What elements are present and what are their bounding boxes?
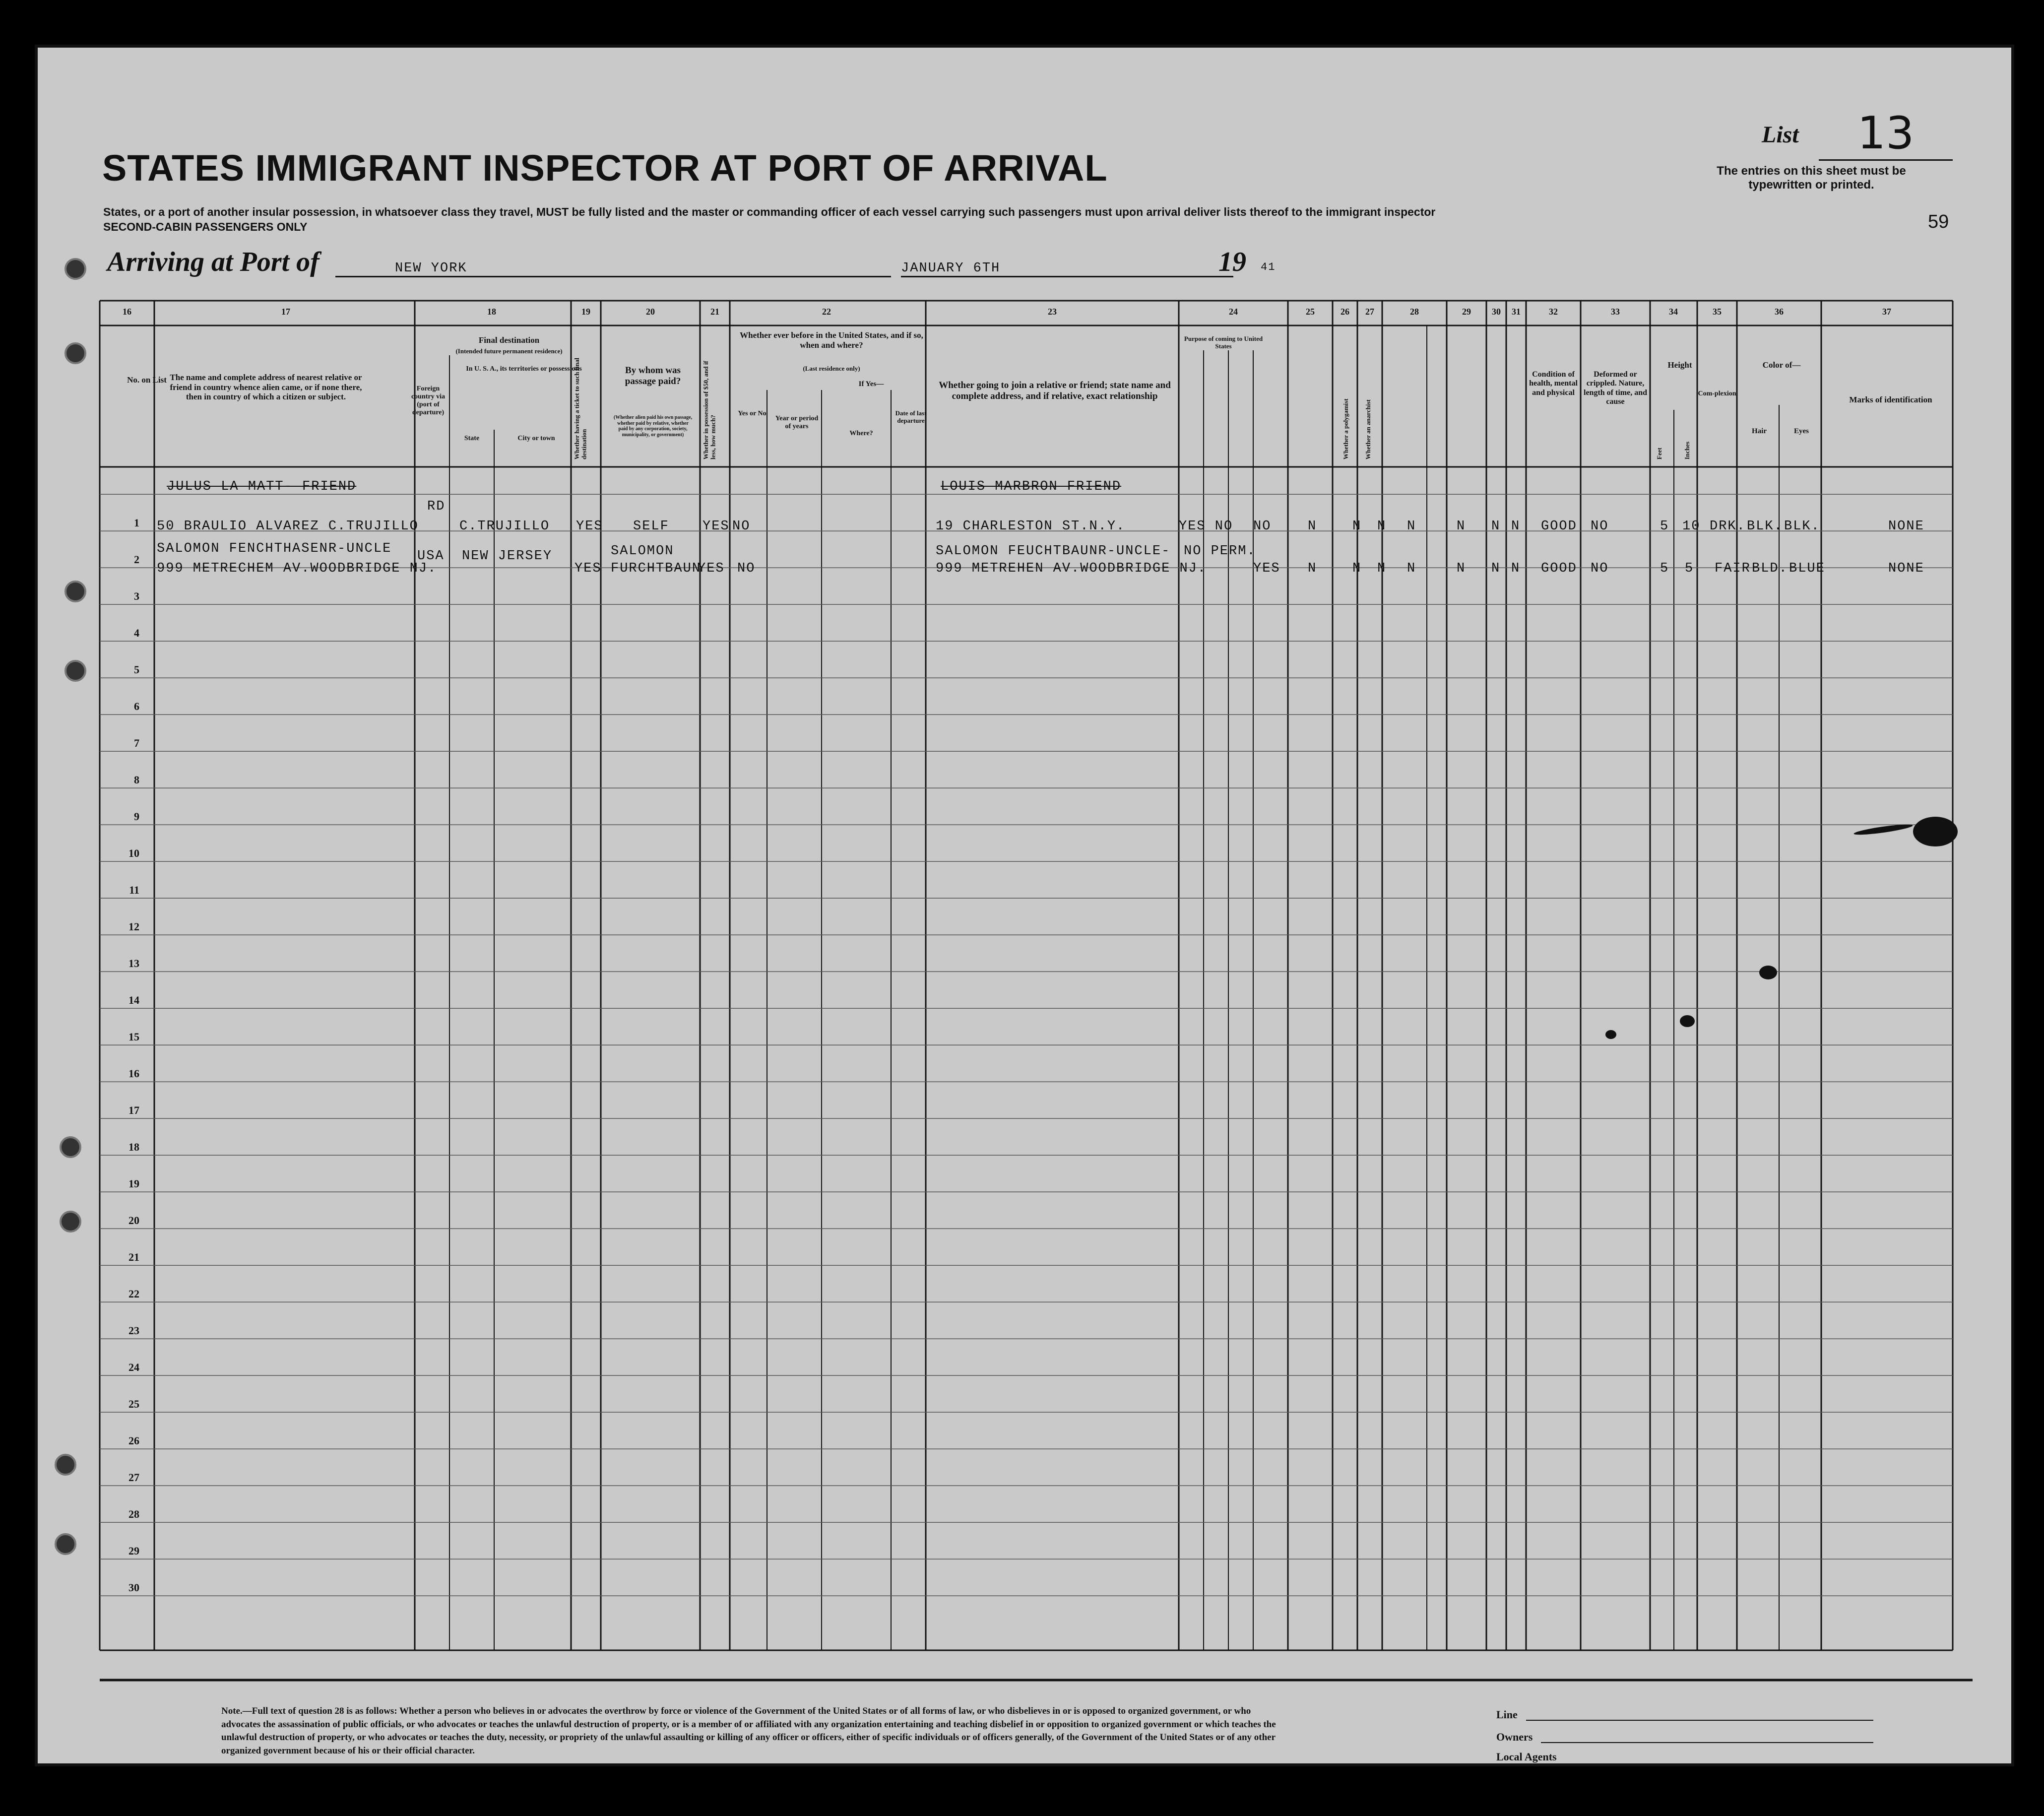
row1-paid: SELF — [633, 519, 669, 534]
row1-relative: 50 BRAULIO ALVAREZ C.TRUJILLO — [157, 519, 419, 534]
row2-join-address: 999 METREHEN AV.WOODBRIDGE NJ. — [936, 561, 1207, 576]
row1-c30: N — [1491, 519, 1501, 534]
row2-marks: NONE — [1888, 561, 1924, 576]
row-number: 19 — [128, 1177, 139, 1190]
header-foreign-country: Foreign country via (port of departure) — [411, 385, 446, 417]
header-purpose: Purpose of coming to United States — [1184, 335, 1263, 350]
row2-c29: N — [1457, 561, 1466, 576]
row1-c24: NO — [1253, 519, 1272, 534]
header-condition-health: Condition of health, mental and physical — [1529, 370, 1578, 397]
header-passage-paid: By whom was passage paid? — [625, 365, 681, 387]
row-number: 17 — [128, 1104, 139, 1116]
row-number: 20 — [128, 1214, 139, 1227]
column-number: 34 — [1669, 307, 1678, 317]
column-number: 28 — [1410, 307, 1419, 317]
column-number: 22 — [822, 307, 831, 317]
year-prefix: 19 — [1218, 247, 1246, 277]
header-possession-50: Whether in possession of $50, and if less, how much? — [702, 361, 717, 459]
row-number: 22 — [128, 1288, 139, 1300]
row2-foreign: USA — [417, 549, 445, 564]
row2-feet: 5 — [1660, 561, 1669, 576]
page-number: 59 — [1928, 211, 1949, 232]
row-number: 9 — [134, 810, 139, 823]
row1-c25: N — [1308, 519, 1317, 534]
row2-relative: SALOMON FENCHTHASENR-UNCLE — [157, 541, 392, 556]
row1-deformed: NO — [1591, 519, 1609, 534]
row-number: 11 — [129, 884, 139, 896]
row1-complexion: DRK. — [1710, 519, 1746, 534]
punch-hole — [64, 660, 86, 682]
row-number: 8 — [134, 774, 139, 786]
column-number: 33 — [1611, 307, 1620, 317]
row2-paid-2: FURCHTBAUN — [611, 561, 702, 576]
row1-c26: N — [1352, 519, 1362, 534]
class-line: SECOND-CABIN PASSENGERS ONLY — [103, 220, 308, 233]
manifest-sheet — [35, 45, 2014, 1766]
row2-hair: BLD. — [1752, 561, 1788, 576]
row1-feet: 5 — [1660, 519, 1669, 534]
row1-c27: N — [1377, 519, 1387, 534]
ink-blot — [1680, 1015, 1695, 1027]
row-number: 28 — [128, 1508, 139, 1520]
column-number: 16 — [123, 307, 131, 317]
row2-c31: N — [1511, 561, 1521, 576]
column-number: 21 — [710, 307, 719, 317]
row-number: 5 — [134, 663, 139, 676]
row2-ever-before: NO — [737, 561, 756, 576]
header-state: State — [464, 435, 480, 442]
header-eyes: Eyes — [1794, 427, 1809, 435]
header-passage-paid-sub: (Whether alien paid his own passage, whether paid by relative, whether paid by any corporation, society, municipality, or government) — [613, 415, 693, 438]
column-number: 36 — [1775, 307, 1784, 317]
column-number: 27 — [1365, 307, 1374, 317]
punch-hole — [60, 1136, 81, 1158]
column-number: 18 — [487, 307, 496, 317]
header-yes-or-no: Yes or No — [738, 410, 766, 417]
header-polygamist: Whether a polygamist — [1342, 398, 1349, 459]
punch-hole — [55, 1454, 76, 1476]
row1-c28: N — [1407, 519, 1416, 534]
column-number: 32 — [1549, 307, 1558, 317]
row2-state: NEW JERSEY — [462, 549, 553, 564]
row-number: 2 — [134, 553, 139, 566]
header-anarchist: Whether an anarchist — [1364, 399, 1372, 459]
punch-hole — [64, 258, 86, 280]
row-number: 7 — [134, 737, 139, 749]
column-number: 35 — [1713, 307, 1722, 317]
column-number: 24 — [1229, 307, 1238, 317]
header-color-of: Color of— — [1762, 360, 1801, 370]
date-value: JANUARY 6TH — [901, 261, 1001, 276]
row2-paid: SALOMON — [611, 544, 674, 559]
header-complexion: Com-plexion — [1698, 390, 1736, 397]
row2-health: GOOD — [1541, 561, 1577, 576]
footer-owners-rule — [1541, 1742, 1873, 1743]
header-ticket: Whether having a ticket to such final destination — [573, 358, 588, 459]
row2-deformed: NO — [1591, 561, 1609, 576]
header-feet: Feet — [1656, 448, 1663, 459]
row1-state: C.TRUJILLO — [459, 519, 550, 534]
row1-join: 19 CHARLESTON ST.N.Y. — [936, 519, 1126, 534]
row1-ever-before: NO — [732, 519, 751, 534]
row-number: 21 — [128, 1251, 139, 1263]
column-number: 23 — [1048, 307, 1057, 317]
row-number: 25 — [128, 1398, 139, 1410]
punch-hole — [60, 1211, 81, 1232]
row1-possession: YES — [703, 519, 730, 534]
row1-relative-struck: JULUS LA MATT- FRIEND — [167, 479, 357, 494]
column-number: 26 — [1341, 307, 1349, 317]
header-nearest-relative: The name and complete address of nearest relative or friend in country whence alien came, or if none there, then in country of which a citizen or subject. — [170, 373, 362, 402]
row1-c29: N — [1457, 519, 1466, 534]
port-value: NEW YORK — [395, 261, 467, 276]
header-ever-before: Whether ever before in the United States, and if so, when and where? — [740, 330, 923, 350]
header-final-destination: Final destination — [478, 335, 540, 345]
header-in-usa: In U. S. A., its territories or possessions — [466, 365, 582, 373]
header-deformed: Deformed or crippled. Nature, length of time, and cause — [1584, 370, 1647, 406]
header-city: City or town — [517, 435, 555, 442]
punch-hole — [64, 581, 86, 602]
row-number: 12 — [128, 920, 139, 933]
list-label: List — [1762, 122, 1799, 148]
header-year-period: Year or period of years — [775, 415, 819, 431]
footer-agents-label: Local Agents — [1496, 1751, 1557, 1763]
row1-c31: N — [1511, 519, 1521, 534]
row-number: 10 — [128, 847, 139, 859]
row2-join: SALOMON FEUCHTBAUNR-UNCLE- — [936, 544, 1171, 559]
row-number: 13 — [128, 957, 139, 970]
entries-note: The entries on this sheet must be typewritten or printed. — [1717, 164, 1906, 192]
row-number: 30 — [128, 1581, 139, 1594]
row2-eyes: BLUE — [1789, 561, 1825, 576]
header-date-departure: Date of last departure — [895, 409, 927, 424]
row1-eyes: BLK. — [1784, 519, 1820, 534]
row1-ticket: YES — [576, 519, 603, 534]
row-number: 24 — [128, 1361, 139, 1373]
row2-c26: N — [1352, 561, 1362, 576]
row2-complexion: FAIR — [1715, 561, 1751, 576]
row2-c30: N — [1491, 561, 1501, 576]
row-number: 1 — [134, 517, 139, 529]
row-number: 14 — [128, 994, 139, 1006]
header-join-relative: Whether going to join a relative or friend; state name and complete address, and if relative, exact relationship — [939, 380, 1171, 401]
row-number: 27 — [128, 1471, 139, 1484]
row2-c28: N — [1407, 561, 1416, 576]
header-hair: Hair — [1752, 427, 1767, 435]
column-number: 19 — [581, 307, 590, 317]
punch-hole — [64, 342, 86, 364]
row2-inches: 5 — [1685, 561, 1694, 576]
list-number: 13 — [1819, 107, 1953, 161]
row-number: 4 — [134, 627, 139, 639]
row1-join-struck: LOUIS MARBRON FRIEND — [941, 479, 1122, 494]
column-number: 25 — [1306, 307, 1315, 317]
header-where: Where? — [849, 430, 873, 437]
year-suffix: 41 — [1261, 261, 1276, 273]
header-inches: Inches — [1683, 441, 1691, 459]
header-no-on-list: No. on List — [127, 375, 167, 385]
header-height: Height — [1667, 360, 1692, 370]
page-title: STATES IMMIGRANT INSPECTOR AT PORT OF ARRIVAL — [102, 147, 1108, 189]
row1-purpose: YES NO — [1179, 519, 1233, 534]
punch-hole — [55, 1533, 76, 1555]
row2-c24: YES — [1253, 561, 1280, 576]
row1-inches: 10 — [1682, 519, 1701, 534]
row2-relative-address: 999 METRECHEM AV.WOODBRIDGE NJ. — [157, 561, 437, 576]
row-number: 18 — [128, 1141, 139, 1153]
ink-blot — [1759, 966, 1777, 979]
footer-owners-label: Owners — [1496, 1731, 1533, 1743]
row-number: 26 — [128, 1434, 139, 1447]
footer-line-label: Line — [1496, 1708, 1518, 1721]
column-number: 30 — [1492, 307, 1501, 317]
row2-ticket: YES — [575, 561, 602, 576]
row1-health: GOOD — [1541, 519, 1577, 534]
row2-c25: N — [1308, 561, 1317, 576]
ink-blot — [1913, 817, 1958, 846]
column-number: 20 — [646, 307, 655, 317]
footer-line-rule — [1526, 1720, 1873, 1721]
row-number: 15 — [128, 1031, 139, 1043]
row1-foreign-rd: RD — [427, 499, 446, 514]
row2-possession: YES — [698, 561, 725, 576]
header-marks: Marks of identification — [1849, 395, 1932, 404]
row2-c27: N — [1377, 561, 1387, 576]
ink-blot — [1605, 1030, 1616, 1039]
row2-purpose: NO PERM. — [1184, 544, 1256, 559]
footnote: Note.—Full text of question 28 is as follows: Whether a person who believes in or advocates the overthrow by force or violence of the Government of the United States or of all forms of law, or who disbelieves in or is opposed to organized government, or who advocates the assassination of public officials, or who advocates or teaches the unlawful destruction of property, or is a member of or affiliated with any organization entertaining and teaching disbelief in or opposition to organized government or which teaches the unlawful destruction of property, or who advocates or teaches the duty, necessity, or propriety of the unlawful assaulting or killing of any officer or officers, either of specific individuals or of officers generally, of the Government of the United States or of any other organized government because of his or their official character. — [221, 1706, 1276, 1756]
subtitle: States, or a port of another insular possession, in whatsoever class they travel, MUST be fully listed and the master or commanding officer of each vessel carrying such passengers must upon arrival deliver lists thereof to the immigrant inspector — [103, 205, 1436, 218]
table-grid — [38, 48, 2011, 1763]
header-last-residence: (Last residence only) — [803, 365, 860, 372]
column-number: 29 — [1462, 307, 1471, 317]
arriving-label: Arriving at Port of — [107, 247, 319, 277]
header-if-yes: If Yes— — [858, 380, 884, 388]
header-final-destination-sub: (Intended future permanent residence) — [455, 347, 563, 355]
row-number: 3 — [134, 590, 139, 602]
row1-marks: NONE — [1888, 519, 1924, 534]
row1-hair: BLK. — [1747, 519, 1783, 534]
column-number: 17 — [281, 307, 290, 317]
row-number: 6 — [134, 700, 139, 713]
column-number: 31 — [1512, 307, 1521, 317]
row-number: 16 — [128, 1067, 139, 1080]
row-number: 23 — [128, 1324, 139, 1337]
row-number: 29 — [128, 1545, 139, 1557]
column-number: 37 — [1882, 307, 1891, 317]
